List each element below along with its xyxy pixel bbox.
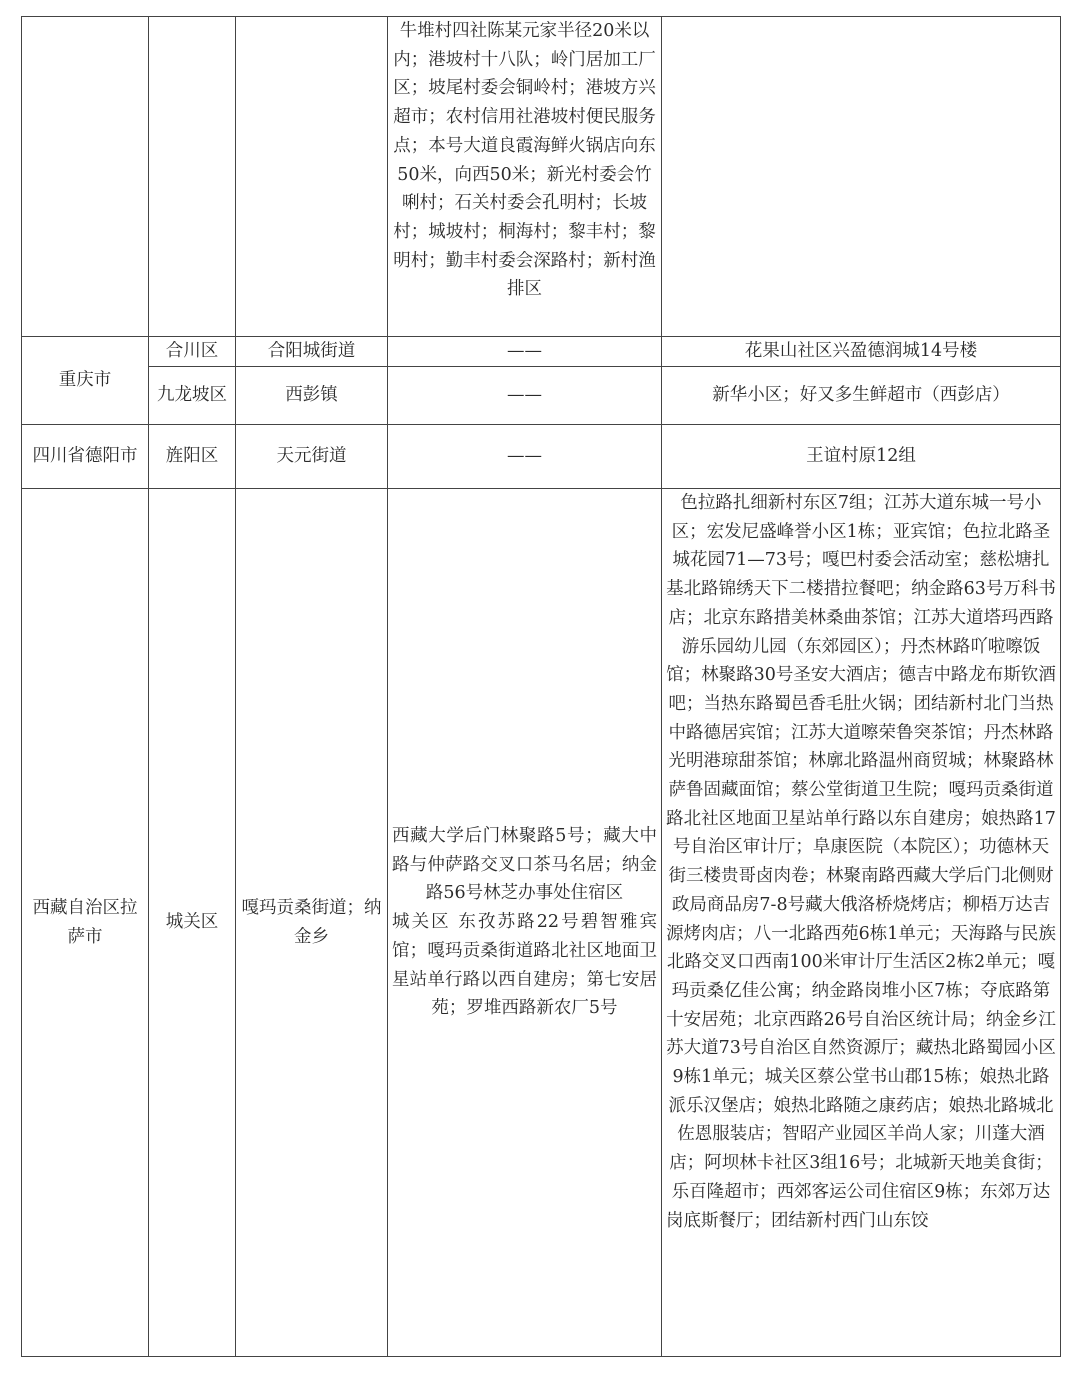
city-cell: 西藏自治区拉萨市: [22, 489, 149, 1357]
area-b-cell: 花果山社区兴盈德润城14号楼: [662, 337, 1061, 367]
area-b-cell: 王谊村原12组: [662, 425, 1061, 489]
area-a-cell: ——: [388, 367, 662, 425]
area-a-cell: [388, 489, 662, 1357]
table-row: [22, 425, 1061, 489]
area-a-cell: ——: [388, 337, 662, 367]
street-cell: 天元街道: [236, 425, 388, 489]
street-cell: 嘎玛贡桑街道；纳金乡: [236, 489, 388, 1357]
area-a-cell: ——: [388, 425, 662, 489]
district-cell: 九龙坡区: [149, 367, 236, 425]
city-cell: 四川省德阳市: [22, 425, 149, 489]
table-row: [22, 367, 1061, 425]
area-b-cell: 色拉路扎细新村东区7组；江苏大道东城一号小区；宏发尼盛峰誉小区1栋；亚宾馆；色拉北路圣城花园71—73号；嘎巴村委会活动室；慈松塘扎基北路锦绣天下二楼措拉餐吧；纳金路63号万科书店；北京东路措美林桑曲茶馆；江苏大道塔玛西路游乐园幼儿园（东郊园区）；丹杰林路吖啦嚓饭馆；林聚路30号圣安大酒店；德吉中路龙布斯钦酒吧；当热东路蜀邑香毛肚火锅；团结新村北门当热中路德居宾馆；江苏大道嚓荣鲁突茶馆；丹杰林路光明港琼甜茶馆；林廓北路温州商贸城；林聚路林萨鲁固藏面馆；蔡公堂街道卫生院；嘎玛贡桑街道路北社区地面卫星站单行路以东自建房；娘热路17号自治区审计厅；阜康医院（本院区）；功德林天街三楼贵哥卤肉卷；林聚南路西藏大学后门北侧财政局商品房7-8号藏大俄洛桥烧烤店；柳梧万达吉源烤肉店；八一北路西苑6栋1单元；天海路与民族北路交叉口西南100米审计厅生活区2栋2单元；嘎玛贡桑亿佳公寓；纳金路岗堆小区7栋；夺底路第十安居苑；北京西路26号自治区统计局；纳金乡江苏大道73号自治区自然资源厅；藏热北路蜀园小区9栋1单元；城关区蔡公堂书山郡15栋；娘热北路派乐汉堡店；娘热北路随之康药店；娘热北路城北佐恩服装店；智昭产业园区羊尚人家；川蓬大酒店；阿坝林卡社区3组16号；北城新天地美食街；乐百隆超市；西郊客运公司住宿区9栋；东郊万达岗底斯餐厅；团结新村西门山东饺: [662, 489, 1061, 1357]
district-cell: 城关区: [149, 489, 236, 1357]
table-row: [22, 337, 1061, 367]
area-b-cell: 新华小区；好又多生鲜超市（西彭店）: [662, 367, 1061, 425]
table-row: [22, 17, 1061, 337]
table-row: [22, 489, 1061, 1357]
district-cell: 合川区: [149, 337, 236, 367]
area-a-paragraph: 城关区 东孜苏路22号碧智雅宾馆；嘎玛贡桑街道路北社区地面卫星站单行路以西自建房；第七安居苑；罗堆西路新农厂5号: [392, 912, 657, 1019]
street-cell: [236, 17, 388, 337]
district-cell: [149, 17, 236, 337]
area-a-paragraph: 西藏大学后门林聚路5号；藏大中路与仲萨路交叉口茶马名居；纳金路56号林芝办事处住宿区: [392, 826, 657, 904]
region-table: [21, 16, 1061, 1357]
area-b-cell: [662, 17, 1061, 337]
area-a-cell: 牛堆村四社陈某元家半径20米以内；港坡村十八队；岭门居加工厂区；坡尾村委会铜岭村；港坡方兴超市；农村信用社港坡村便民服务点；本号大道良霞海鲜火锅店向东50米，向西50米；新光村委会竹唎村；石关村委会孔明村；长坡村；城坡村；桐海村；黎丰村；黎明村；勤丰村委会深路村；新村渔排区: [388, 17, 662, 337]
city-cell: [22, 17, 149, 337]
street-cell: 合阳城街道: [236, 337, 388, 367]
city-cell: 重庆市: [22, 337, 149, 425]
street-cell: 西彭镇: [236, 367, 388, 425]
district-cell: 旌阳区: [149, 425, 236, 489]
